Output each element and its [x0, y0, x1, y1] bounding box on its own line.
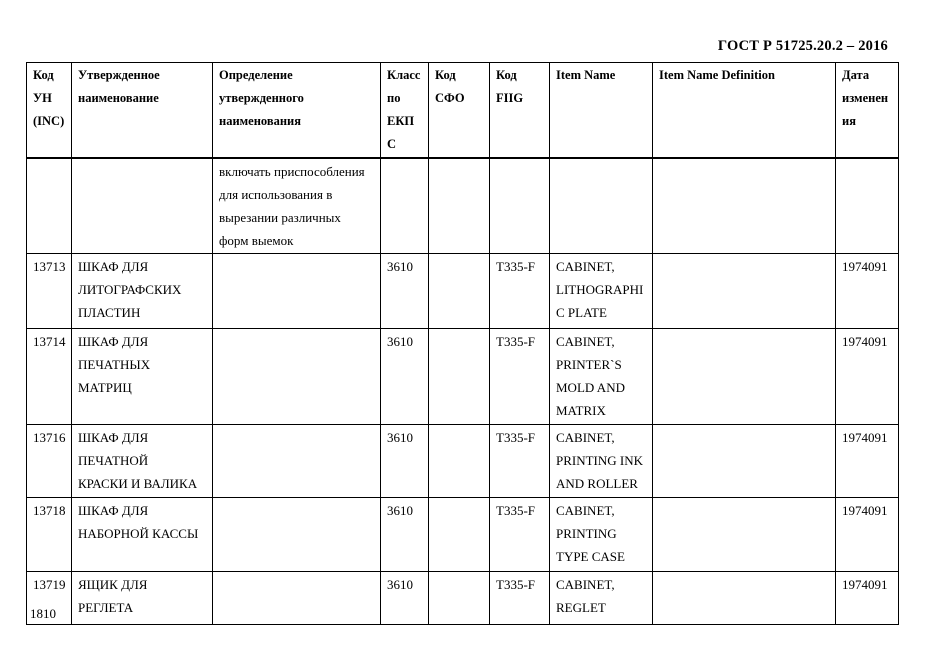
cell-fiig-code: T335-F — [490, 425, 550, 498]
cell-ekps-class: 3610 — [381, 572, 429, 625]
column-header-fiig-code: Код FIIG — [490, 63, 550, 159]
cell-sfo-code — [429, 254, 490, 329]
cell-item-name: CABINET, PRINTER`S MOLD AND MATRIX — [550, 329, 653, 425]
table-row — [27, 329, 899, 425]
cell-name-definition — [213, 254, 381, 329]
cell-name-definition — [213, 425, 381, 498]
cell-sfo-code — [429, 425, 490, 498]
cell-inc-code: 13716 — [27, 425, 72, 498]
cell-inc-code: 13713 — [27, 254, 72, 329]
column-header-ekps-class: Класс по ЕКПС — [381, 63, 429, 159]
cell-inc-code — [27, 158, 72, 254]
column-header-change-date: Дата изменен ия — [836, 63, 899, 159]
cell-sfo-code — [429, 158, 490, 254]
cell-inc-code: 13718 — [27, 498, 72, 572]
cell-item-name — [550, 158, 653, 254]
column-header-inc-code: Код УН (INC) — [27, 63, 72, 159]
cell-name-definition — [213, 329, 381, 425]
cell-inc-code: 13719 — [27, 572, 72, 625]
cell-item-name: CABINET, PRINTING TYPE CASE — [550, 498, 653, 572]
cell-change-date: 1974091 — [836, 498, 899, 572]
cell-ekps-class: 3610 — [381, 329, 429, 425]
column-header-item-name-definition: Item Name Definition — [653, 63, 836, 159]
cell-approved-name: ШКАФ ДЛЯ ЛИТОГРАФСКИХ ПЛАСТИН — [72, 254, 213, 329]
cell-item-name: CABINET, LITHOGRAPHI C PLATE — [550, 254, 653, 329]
cell-ekps-class: 3610 — [381, 254, 429, 329]
cell-item-name-definition — [653, 425, 836, 498]
cell-approved-name: ЯЩИК ДЛЯ РЕГЛЕТА — [72, 572, 213, 625]
cell-item-name-definition — [653, 572, 836, 625]
column-header-name-definition: Определение утвержденного наименования — [213, 63, 381, 159]
cell-item-name-definition — [653, 329, 836, 425]
cell-fiig-code — [490, 158, 550, 254]
cell-approved-name — [72, 158, 213, 254]
cell-change-date — [836, 158, 899, 254]
table-row — [27, 572, 899, 625]
cell-sfo-code — [429, 572, 490, 625]
cell-item-name-definition — [653, 158, 836, 254]
cell-item-name: CABINET, PRINTING INK AND ROLLER — [550, 425, 653, 498]
column-header-sfo-code: Код СФО — [429, 63, 490, 159]
column-header-item-name: Item Name — [550, 63, 653, 159]
cell-ekps-class: 3610 — [381, 498, 429, 572]
cell-inc-code: 13714 — [27, 329, 72, 425]
document-header: ГОСТ Р 51725.20.2 – 2016 — [717, 38, 888, 54]
cell-fiig-code: T335-F — [490, 329, 550, 425]
table-row — [27, 158, 899, 254]
cell-name-definition — [213, 498, 381, 572]
cell-fiig-code: T335-F — [490, 254, 550, 329]
cell-item-name-definition — [653, 498, 836, 572]
cell-fiig-code: T335-F — [490, 498, 550, 572]
table-header-row — [27, 63, 899, 159]
cell-sfo-code — [429, 329, 490, 425]
table-row — [27, 254, 899, 329]
table-row — [27, 498, 899, 572]
cell-sfo-code — [429, 498, 490, 572]
cell-change-date: 1974091 — [836, 329, 899, 425]
cell-change-date: 1974091 — [836, 254, 899, 329]
cell-item-name-definition — [653, 254, 836, 329]
cell-change-date: 1974091 — [836, 425, 899, 498]
cell-item-name: CABINET, REGLET — [550, 572, 653, 625]
column-header-approved-name: Утвержденное наименование — [72, 63, 213, 159]
cell-change-date: 1974091 — [836, 572, 899, 625]
cell-name-definition: включать приспособления для использования в вырезании различных форм выемок — [213, 158, 381, 254]
cell-ekps-class: 3610 — [381, 425, 429, 498]
cell-approved-name: ШКАФ ДЛЯ НАБОРНОЙ КАССЫ — [72, 498, 213, 572]
classifier-table — [26, 62, 899, 625]
cell-fiig-code: T335-F — [490, 572, 550, 625]
cell-approved-name: ШКАФ ДЛЯ ПЕЧАТНОЙ КРАСКИ И ВАЛИКА — [72, 425, 213, 498]
cell-ekps-class — [381, 158, 429, 254]
cell-name-definition — [213, 572, 381, 625]
table-row — [27, 425, 899, 498]
cell-approved-name: ШКАФ ДЛЯ ПЕЧАТНЫХ МАТРИЦ — [72, 329, 213, 425]
page-number: 1810 — [30, 606, 56, 621]
